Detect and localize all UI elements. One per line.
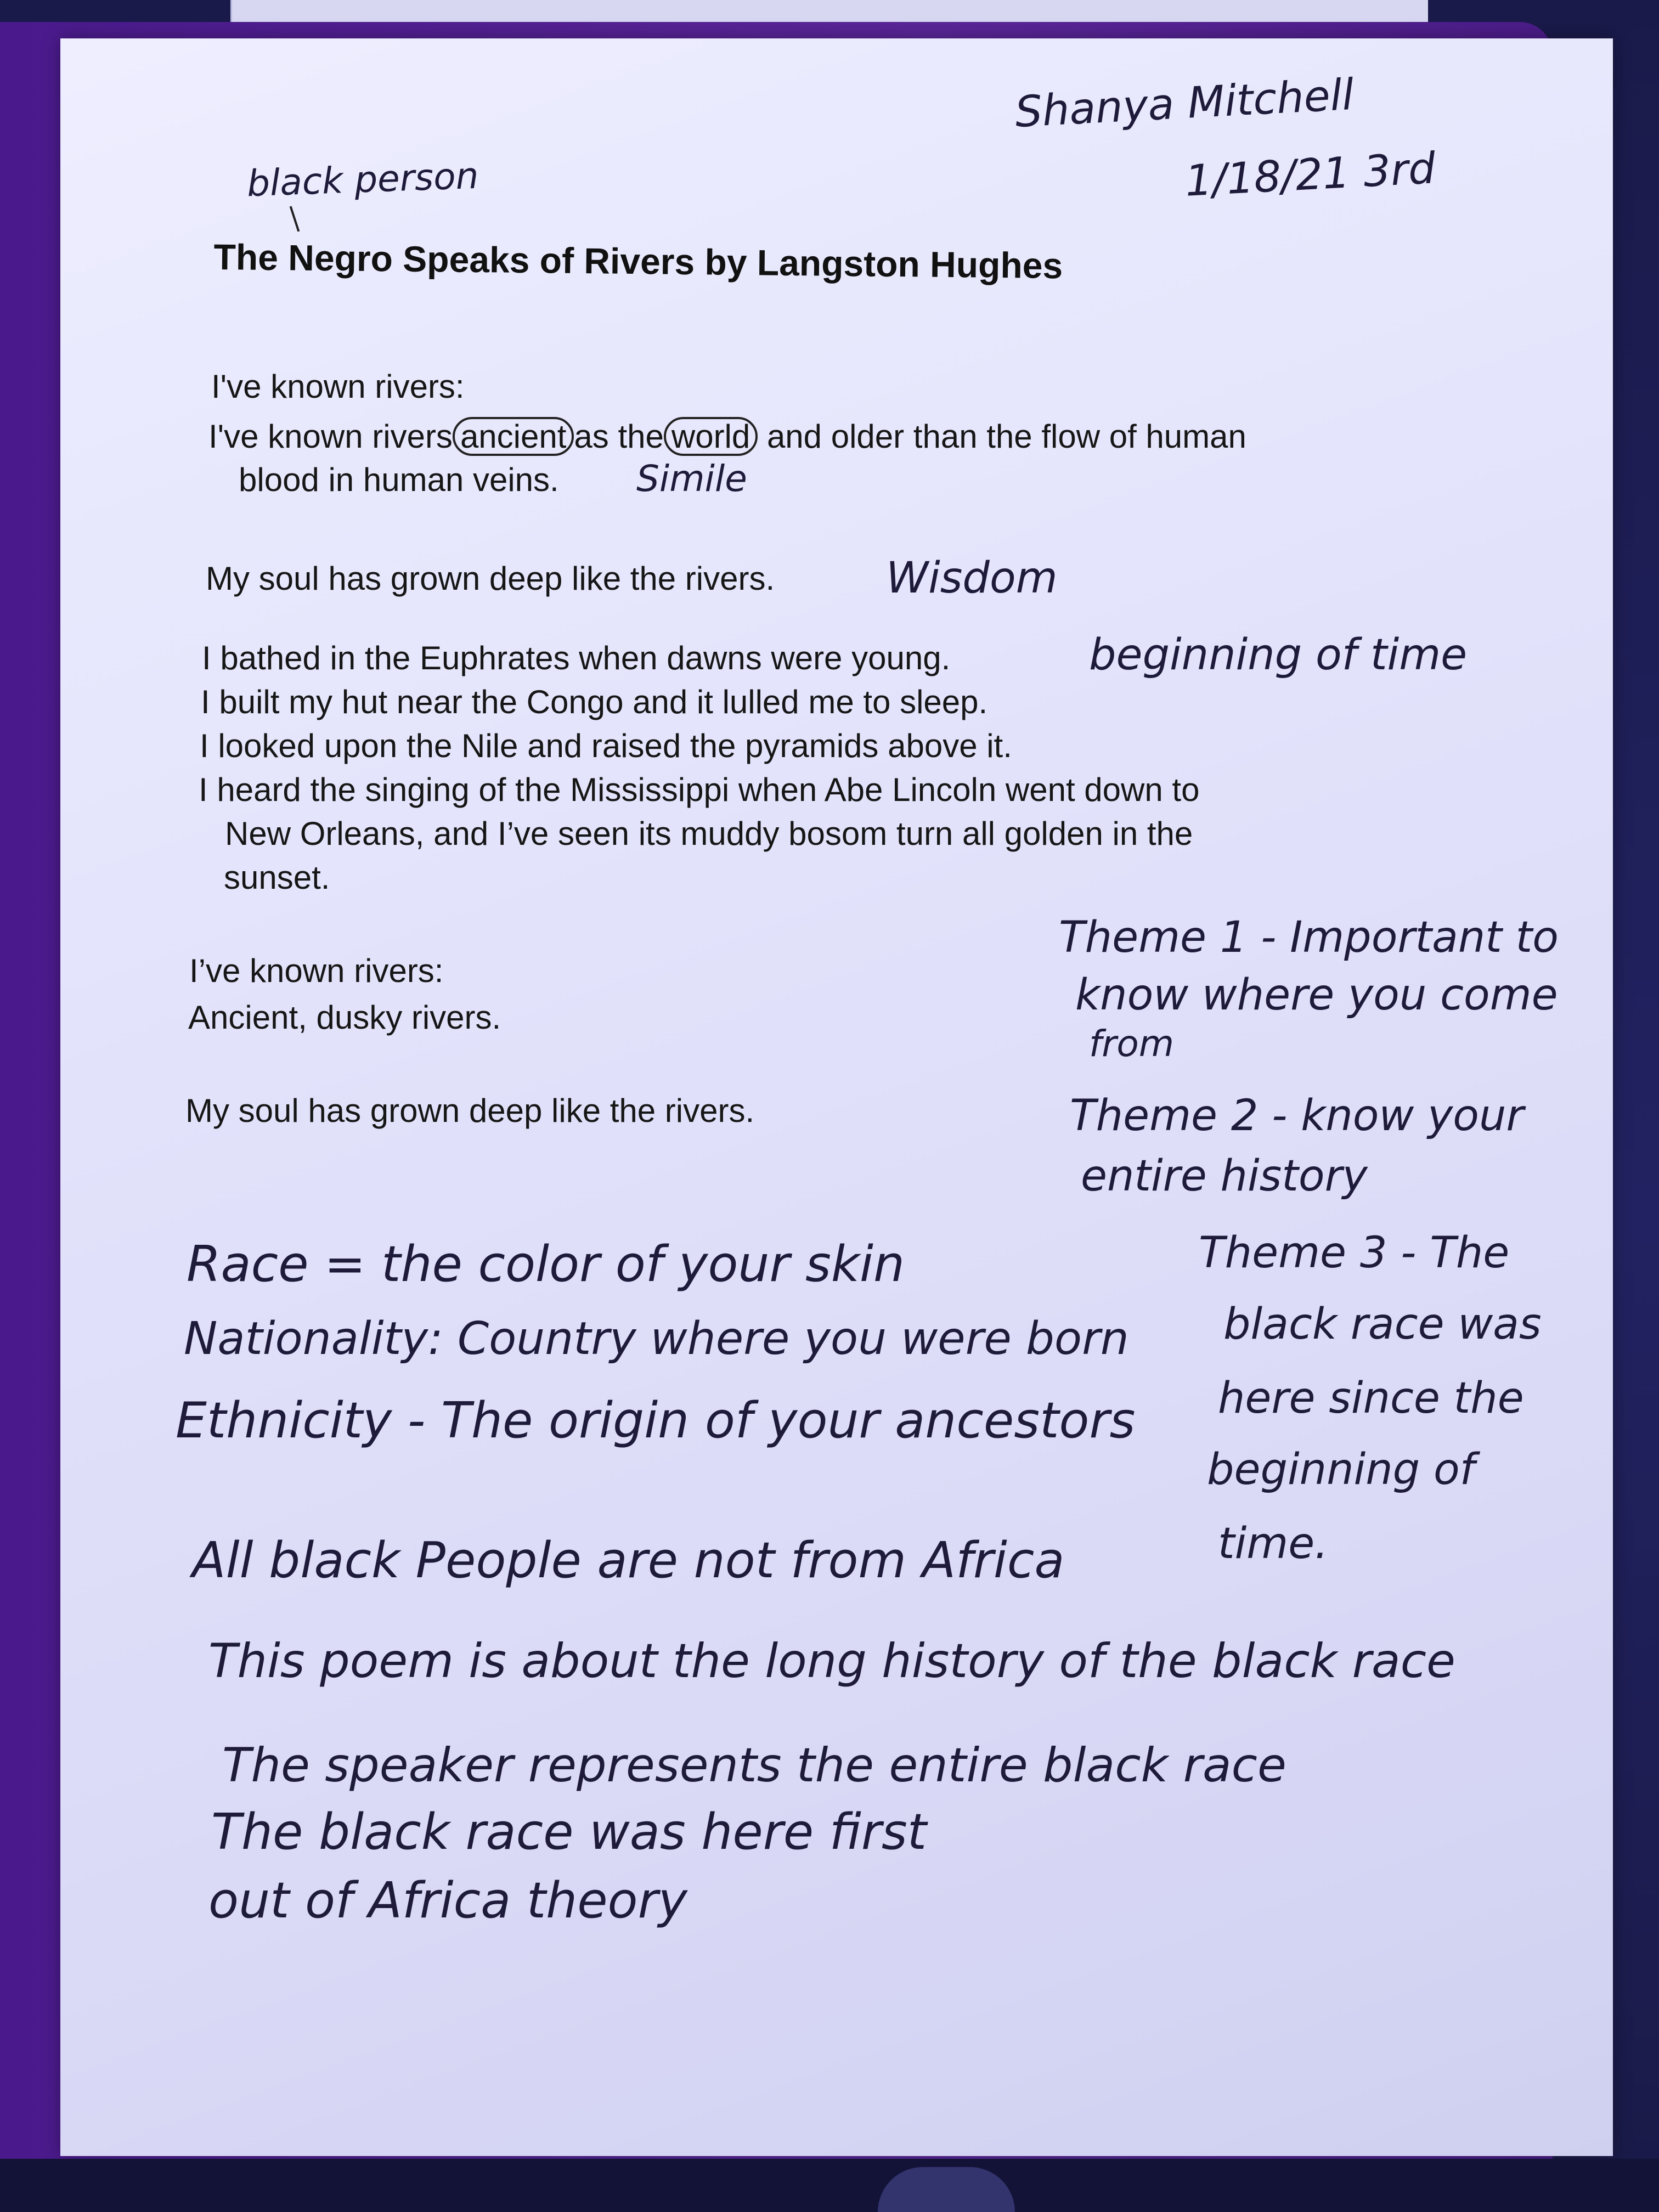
circled-word-world: world: [664, 417, 758, 456]
theme-1-line-1: Theme 1 - Important to: [1059, 913, 1559, 962]
definition-ethnicity: Ethnicity - The origin of your ancestors: [176, 1392, 1136, 1449]
poem-line-2-end: and older than the flow of human: [766, 418, 1246, 455]
poem-line-10: sunset.: [224, 859, 330, 896]
note-out-of-africa: out of Africa theory: [208, 1872, 687, 1929]
note-speaker-represents: The speaker represents the entire black race: [222, 1738, 1286, 1793]
poem-line-12: Ancient, dusky rivers.: [188, 999, 501, 1036]
note-long-history: This poem is about the long history of the black race: [208, 1634, 1455, 1689]
poem-line-6: I built my hut near the Congo and it lulled me to sleep.: [201, 684, 988, 720]
theme-2-line-1: Theme 2 - know your: [1070, 1091, 1524, 1141]
poem-line-9: New Orleans, and I’ve seen its muddy bosom turn all golden in the: [225, 815, 1193, 852]
poem-line-11: I’ve known rivers:: [189, 952, 444, 989]
poem-line-1: I've known rivers:: [211, 368, 465, 405]
circled-word-ancient: ancient: [453, 417, 574, 456]
theme-3-line-1: Theme 3 - The: [1199, 1228, 1510, 1278]
note-here-first: The black race was here first: [211, 1803, 927, 1861]
theme-3-line-5: time.: [1218, 1519, 1329, 1568]
poem-line-2-mid: as the: [574, 418, 664, 455]
bottom-edge: [0, 2159, 1659, 2212]
poem-line-2: [208, 417, 1246, 456]
note-not-from-africa: All black People are not from Africa: [192, 1532, 1065, 1589]
poem-line-8: I heard the singing of the Mississippi when Abe Lincoln went down to: [199, 771, 1200, 808]
date-period: 1/18/21 3rd: [1183, 144, 1437, 206]
poem-line-5: I bathed in the Euphrates when dawns were young.: [202, 640, 951, 676]
theme-3-line-2: black race was: [1223, 1300, 1542, 1349]
annotation-beginning-of-time: beginning of time: [1089, 630, 1468, 680]
annotation-wisdom: Wisdom: [886, 554, 1058, 603]
poem-line-2-start: I've known rivers: [208, 418, 453, 455]
logo-emblem: [878, 2167, 1015, 2212]
theme-1-line-2: know where you come: [1075, 970, 1558, 1020]
poem-line-3: blood in human veins.: [239, 461, 559, 498]
theme-3-line-4: beginning of: [1207, 1445, 1475, 1494]
student-name: Shanya Mitchell: [1014, 70, 1356, 138]
definition-race: Race = the color of your skin: [187, 1235, 905, 1293]
poem-line-7: I looked upon the Nile and raised the pyramids above it.: [200, 727, 1012, 764]
title-annotation: black person: [246, 154, 479, 205]
theme-1-line-3: from: [1089, 1023, 1175, 1065]
definition-nationality: Nationality: Country where you were born: [184, 1313, 1129, 1365]
poem-line-13: My soul has grown deep like the rivers.: [185, 1092, 755, 1129]
paper-behind-edge: [230, 0, 1428, 22]
poem-line-4: My soul has grown deep like the rivers.: [206, 560, 775, 597]
annotation-simile: Simile: [636, 458, 747, 500]
poem-title: The Negro Speaks of Rivers by Langston Hughes: [213, 236, 1063, 286]
theme-2-line-2: entire history: [1081, 1152, 1368, 1201]
theme-3-line-3: here since the: [1218, 1374, 1524, 1423]
